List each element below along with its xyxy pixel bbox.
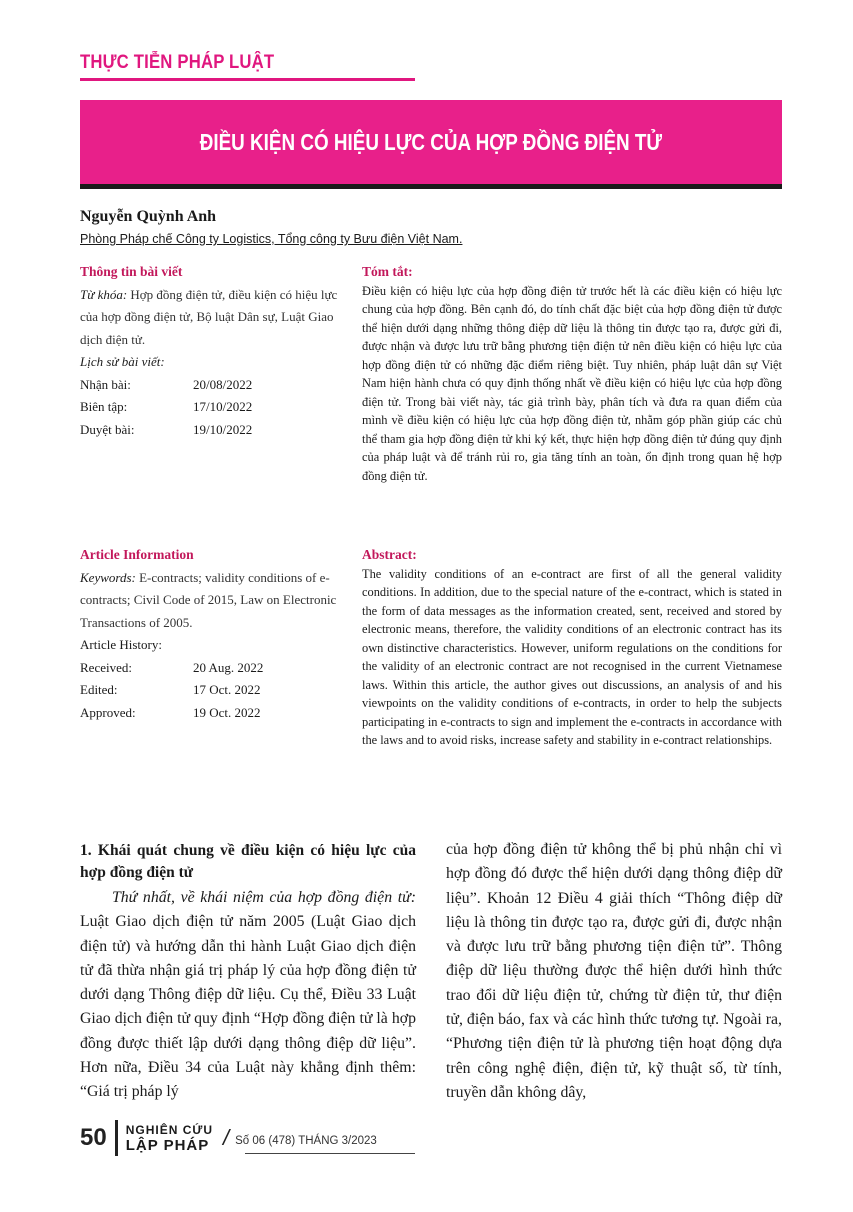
en-abstract-heading: Abstract: xyxy=(362,547,417,562)
history-label: Duyệt bài: xyxy=(80,421,135,437)
body-paragraph-text: Luật Giao dịch điện tử năm 2005 (Luật Giao dịch điện tử) và hướng dẫn thi hành Luật Giao dịch điện tử đã thừa nhận giá trị pháp lý của hợp đồng điện tử dưới dạng Thông điệp dữ liệu. Cụ thể, Điều 33 Luật Giao dịch điện tử quy định “Hợp đồng điện tử là hợp đồng được thiết lập dưới dạng thông điệp dữ liệu”. Hơn nữa, Điều 34 của Luật này khẳng định thêm: “Giá trị pháp lý xyxy=(80,913,416,1101)
section-rule xyxy=(80,78,415,81)
vi-summary xyxy=(362,263,782,486)
en-keywords-label: Keywords: xyxy=(80,569,136,585)
journal-name-line1: NGHIÊN CỨU xyxy=(125,1123,213,1137)
vi-summary-text: Điều kiện có hiệu lực của hợp đồng điện tử trước hết là các điều kiện có hiệu lực chung của hợp đồng. Bên cạnh đó, do tính chất đặc biệt của hợp đồng điện tử được thể hiện dưới dạng những thông điệp dữ liệu là thông tin được tạo ra, được gửi đi, được nhận và được lưu trữ bằng phương tiện điện tử nên điều kiện có hiệu lực của hợp đồng điện tử có những đặc điểm riêng biệt. Tuy nhiên, pháp luật dân sự Việt Nam hiện hành chưa có quy định thống nhất về điều kiện có hiệu lực của hợp đồng điện tử. Trong bài viết này, tác giả trình bày, phân tích và đưa ra quan điểm của mình về điều kiện có hiệu lực của hợp đồng điện tử, nhằm góp phần giúp các chủ thể tham gia hợp đồng điện tử khi ký kết, thực hiện hợp đồng điện tử đúng quy định của pháp luật và để tránh rủi ro, gia tăng tính an toàn, ổn định trong quan hệ hợp đồng điện tử. xyxy=(362,283,782,484)
journal-name-line2: LẬP PHÁP xyxy=(125,1137,210,1154)
footer-divider xyxy=(115,1120,118,1156)
history-row xyxy=(80,702,342,725)
history-date: 17/10/2022 xyxy=(193,399,253,414)
en-article-info xyxy=(80,544,342,724)
body-heading: 1. Khái quát chung về điều kiện có hiệu lực của hợp đồng điện tử xyxy=(80,842,416,881)
title-banner xyxy=(80,100,782,184)
section-label: THỰC TIỄN PHÁP LUẬT xyxy=(80,52,275,73)
issue-info: Số 06 (478) THÁNG 3/2023 xyxy=(235,1135,377,1147)
vi-history-label: Lịch sử bài viết: xyxy=(80,354,165,369)
page-number: 50 xyxy=(80,1124,107,1151)
body-paragraph-continued: của hợp đồng điện tử không thể bị phủ nhận chỉ vì hợp đồng đó được thể hiện dưới dạng thông điệp dữ liệu”. Khoản 12 Điều 4 giải thích “Thông điệp dữ liệu là thông tin được tạo ra, được gửi đi, được nhận và được lưu trữ bằng phương tiện điện tử”. Thông điệp dữ liệu thường được thể hiện dưới hình thức trao đổi dữ liệu điện tử, chứng từ điện tử, thư điện tử, điện báo, fax và các hình thức tương tự. Ngoài ra, “Phương tiện điện tử là phương tiện hoạt động dựa trên công nghệ điện, điện tử, kỹ thuật số, từ tính, truyền dẫn không dây, xyxy=(446,841,782,1101)
journal-logo xyxy=(126,1123,213,1153)
history-date: 19/10/2022 xyxy=(193,421,253,437)
history-row xyxy=(80,657,342,680)
en-abstract-text: The validity conditions of an e-contract are first of all the general validity conditions. In addition, due to the special nature of the e-contract, which is stated in the form of data messages as the information created, sent, received and stored by electronic means, therefore, the validity conditions of an electronic contract has its own distinctive characteristics. However, uniform regulations on the conditions for the validity of an electronic contract are not recognised in the current Vietnamese laws. Within this article, the author gives out discussions, an analysis of and his viewpoints on the validity conditions of e-contracts, in order to help the subjects participating in e-contracts to sign and implement the e-contracts in accordance with the laws and to avoid risks, increase safety and stability in e-contract relationships. xyxy=(362,566,782,748)
history-label: Received: xyxy=(80,659,132,675)
vi-info-heading: Thông tin bài viết xyxy=(80,264,183,279)
history-date: 20/08/2022 xyxy=(193,376,253,392)
vi-keywords-label: Từ khóa: xyxy=(80,286,128,302)
history-date: 17 Oct. 2022 xyxy=(193,682,261,697)
body-lead-italic: Thứ nhất, về khái niệm của hợp đồng điện tử: xyxy=(112,889,416,906)
history-row xyxy=(80,679,342,702)
vi-keywords xyxy=(80,284,342,352)
vi-keywords-text: Hợp đồng điện tử, điều kiện có hiệu lực của hợp đồng điện tử, Bộ luật Dân sự, Luật Giao dịch điện tử. xyxy=(80,286,338,347)
en-history-label: Article History: xyxy=(80,637,162,652)
en-keywords-text: E-contracts; validity conditions of e-contracts; Civil Code of 2015, Law on Electronic Transactions of 2005. xyxy=(80,569,337,630)
author-affiliation: Phòng Pháp chế Công ty Logistics, Tổng công ty Bưu điện Việt Nam. xyxy=(80,232,463,246)
page-footer xyxy=(80,1120,377,1156)
history-row xyxy=(80,374,342,397)
author-name: Nguyễn Quỳnh Anh xyxy=(80,208,217,225)
body-column-right xyxy=(446,838,782,1105)
history-label: Approved: xyxy=(80,704,136,720)
body-column-left xyxy=(80,840,416,1105)
history-date: 20 Aug. 2022 xyxy=(193,659,264,675)
history-label: Biên tập: xyxy=(80,399,128,414)
vi-article-info xyxy=(80,261,342,441)
body-paragraph xyxy=(80,886,416,1105)
en-info-heading: Article Information xyxy=(80,547,194,562)
en-abstract xyxy=(362,546,782,750)
slash-icon: / xyxy=(223,1125,230,1150)
history-label: Nhận bài: xyxy=(80,376,131,392)
history-date: 19 Oct. 2022 xyxy=(193,704,261,720)
history-row xyxy=(80,419,342,442)
history-label: Edited: xyxy=(80,682,118,697)
issue-underline xyxy=(245,1153,415,1154)
vi-summary-heading: Tóm tắt: xyxy=(362,264,413,279)
en-keywords xyxy=(80,567,342,635)
article-title: ĐIỀU KIỆN CÓ HIỆU LỰC CỦA HỢP ĐỒNG ĐIỆN TỬ xyxy=(199,128,663,155)
title-rule xyxy=(80,184,782,189)
history-row xyxy=(80,396,342,419)
